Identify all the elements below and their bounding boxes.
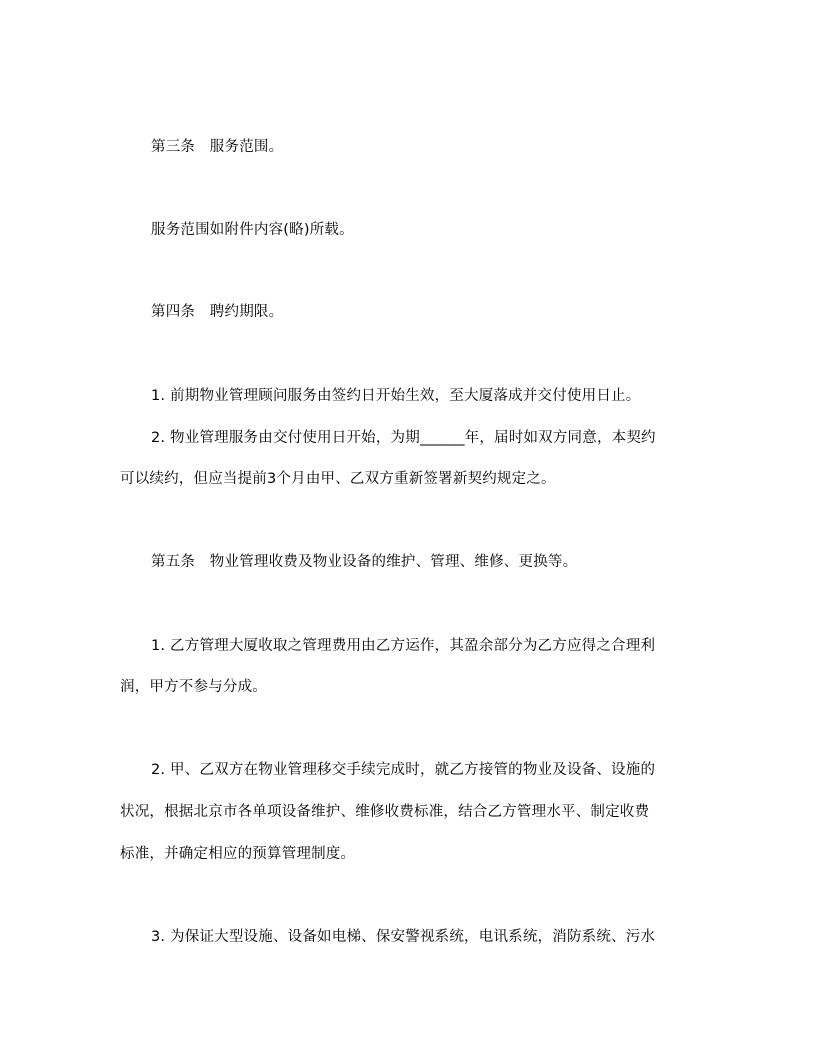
article-4-item-1: 1. 前期物业管理顾问服务由签约日开始生效，至大厦落成并交付使用日止。 xyxy=(151,388,641,404)
article-3-heading: 第三条 服务范围。 xyxy=(151,139,284,155)
article-5-item-2-line-2: 状况，根据北京市各单项设备维护、维修收费标准，结合乙方管理水平、制定收费 xyxy=(120,804,650,820)
article-4-heading: 第四条 聘约期限。 xyxy=(151,304,284,320)
article-5-heading: 第五条 物业管理收费及物业设备的维护、管理、维修、更换等。 xyxy=(151,554,578,570)
article-4-item-2-line-1: 2. 物业管理服务由交付使用日开始，为期______年，届时如双方同意，本契约 xyxy=(151,430,656,446)
article-4-item-2-line-2: 可以续约，但应当提前3个月由甲、乙双方重新签署新契约规定之。 xyxy=(120,471,556,487)
article-5-item-3-line-1: 3. 为保证大型设施、设备如电梯、保安警视系统，电讯系统，消防系统、污水 xyxy=(151,929,656,945)
article-5-item-2-line-1: 2. 甲、乙双方在物业管理移交手续完成时，就乙方接管的物业及设备、设施的 xyxy=(151,762,656,778)
article-3-body: 服务范围如附件内容(略)所载。 xyxy=(151,222,354,238)
article-5-item-1-line-1: 1. 乙方管理大厦收取之管理费用由乙方运作，其盈余部分为乙方应得之合理利 xyxy=(151,638,656,654)
article-5-item-2-line-3: 标准，并确定相应的预算管理制度。 xyxy=(120,846,356,862)
article-5-item-1-line-2: 润，甲方不参与分成。 xyxy=(120,679,267,695)
